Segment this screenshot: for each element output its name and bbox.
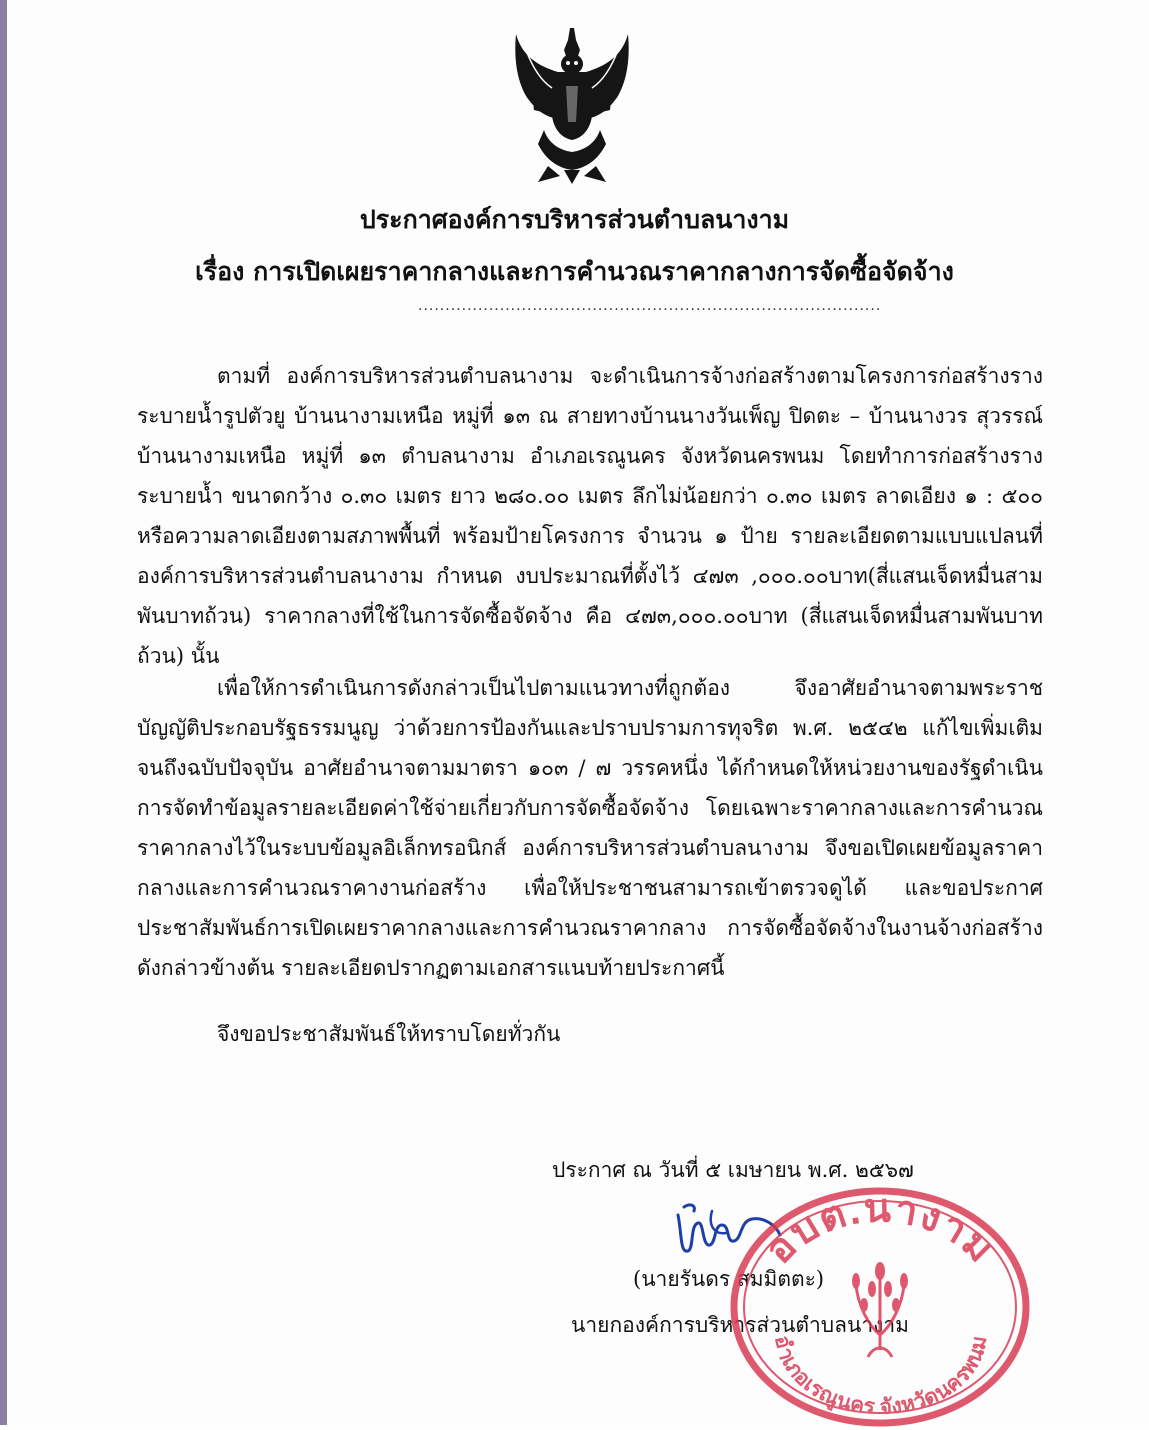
signer-position: นายกองค์การบริหารส่วนตำบลนางาม <box>571 1313 910 1337</box>
document-subject: เรื่อง การเปิดเผยราคากลางและการคำนวณราคากลางการจัดซื้อจัดจ้าง <box>195 257 954 286</box>
document-title: ประกาศองค์การบริหารส่วนตำบลนางาม <box>359 205 790 234</box>
signer-name: (นายรันดร สมมิตตะ) <box>633 1267 825 1291</box>
seal-bottom-text: อำเภอเรณูนคร จังหวัดนครพนม <box>769 1333 992 1419</box>
garuda-emblem-icon <box>508 26 636 186</box>
announcement-date: ประกาศ ณ วันที่ ๕ เมษายน พ.ศ. ๒๕๖๗ <box>552 1158 914 1182</box>
official-seal-icon <box>728 1185 1033 1430</box>
seal-top-text: อบต.นางาม <box>756 1186 1005 1273</box>
body-paragraph-1: ตามที่ องค์การบริหารส่วนตำบลนางาม จะดำเนินการจ้างก่อสร้างตามโครงการก่อสร้างรางระบายน้ำรูปตัวยู บ้านนางามเหนือ หมู่ที่ ๑๓ ณ สายทางบ้านนางวันเพ็ญ ปิดตะ – บ้านนางวร สุวรรณ์ บ้านนางามเหนือ หมู่ที่ ๑๓ ตำบลนางาม อำเภอเรณูนคร จังหวัดนครพนม โดยทำการก่อสร้างรางระบายน้ำ ขนาดกว้าง ๐.๓๐ เมตร ยาว ๒๘๐.๐๐ เมตร ลึกไม่น้อยกว่า ๐.๓๐ เมตร ลาดเอียง ๑ : ๕๐๐ หรือความลาดเอียงตามสภาพพื้นที่ พร้อมป้ายโครงการ จำนวน ๑ ป้าย รายละเอียดตามแบบแปลนที่องค์การบริหารส่วนตำบลนางาม กำหนด งบประมาณที่ตั้งไว้ ๔๗๓ ,๐๐๐.๐๐บาท(สี่แสนเจ็ดหมื่นสามพันบาทถ้วน) ราคากลางที่ใช้ในการจัดซื้อจัดจ้าง คือ ๔๗๓,๐๐๐.๐๐บาท (สี่แสนเจ็ดหมื่นสามพันบาทถ้วน) นั้น <box>137 364 1043 668</box>
body-paragraph-2: เพื่อให้การดำเนินการดังกล่าวเป็นไปตามแนวทางที่ถูกต้อง จึงอาศัยอำนาจตามพระราชบัญญัติประกอบรัฐธรรมนูญ ว่าด้วยการป้องกันและปราบปรามการทุจริต พ.ศ. ๒๕๔๒ แก้ไขเพิ่มเติมจนถึงฉบับปัจจุบัน อาศัยอำนาจตามมาตรา ๑๐๓ / ๗ วรรคหนึ่ง ได้กำหนดให้หน่วยงานของรัฐดำเนินการจัดทำข้อมูลรายละเอียดค่าใช้จ่ายเกี่ยวกับการจัดซื้อจัดจ้าง โดยเฉพาะราคากลางและการคำนวณราคากลางไว้ในระบบข้อมูลอิเล็กทรอนิกส์ องค์การบริหารส่วนตำบลนางาม จึงขอเปิดเผยข้อมูลราคากลางและการคำนวณราคางานก่อสร้าง เพื่อให้ประชาชนสามารถเข้าตรวจดูได้ และขอประกาศประชาสัมพันธ์การเปิดเผยราคากลางและการคำนวณราคากลาง การจัดซื้อจัดจ้างในงานจ้างก่อสร้างดังกล่าวข้างต้น รายละเอียดปรากฏตามเอกสารแนบท้ายประกาศนี้ <box>137 676 1043 980</box>
svg-text:อบต.นางาม <box>757 1186 1004 1272</box>
title-separator: ..................................................................................... <box>418 298 882 314</box>
body-paragraph-3: จึงขอประชาสัมพันธ์ให้ทราบโดยทั่วกัน <box>217 1022 561 1046</box>
